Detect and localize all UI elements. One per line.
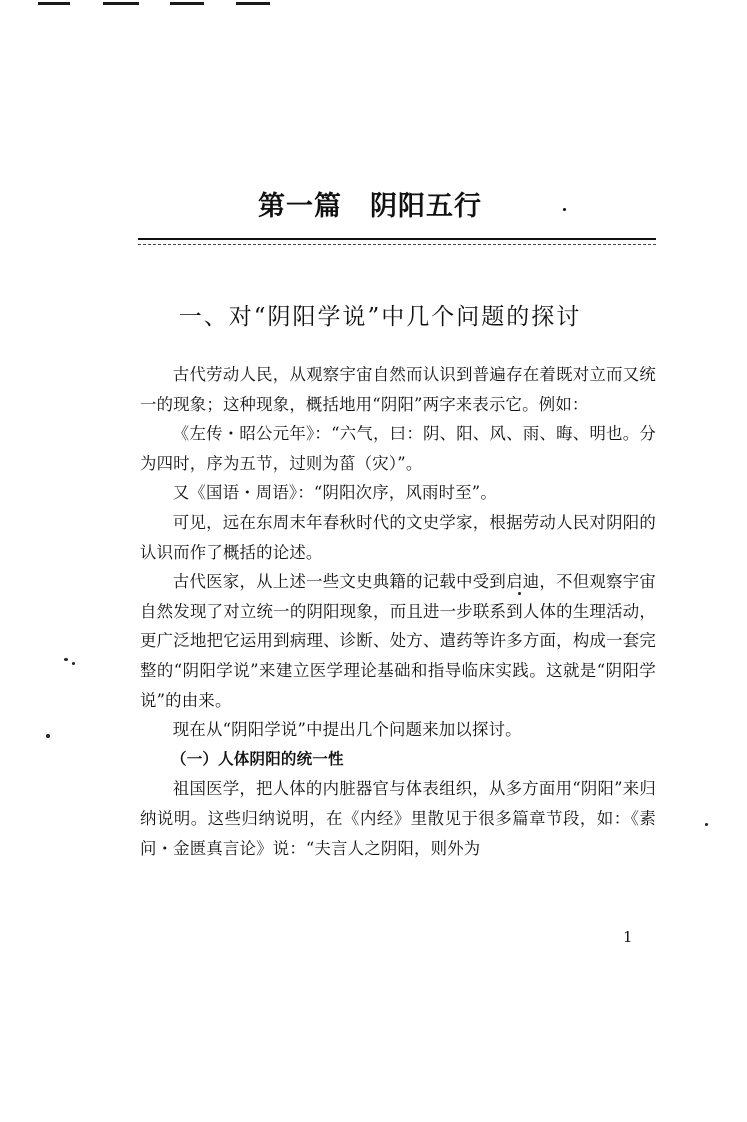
top-edge-mark bbox=[170, 2, 204, 5]
paragraph: 可见，远在东周末年春秋时代的文史学家，根据劳动人民对阴阳的认识而作了概括的论述。 bbox=[140, 512, 656, 562]
paragraph: 又《国语・周语》：“阴阳次序，风雨时至”。 bbox=[172, 483, 497, 503]
paragraph: 古代劳动人民，从观察宇宙自然而认识到普遍存在着既对立而又统一的现象；这种现象，概括地用“阴阳”两字来表示它。例如： bbox=[140, 365, 656, 414]
subheading: （一）人体阴阳的统一性 bbox=[171, 749, 344, 768]
paragraph: 《左传・昭公元年》：“六气，曰：阴、阳、风、雨、晦、明也。分为四时，序为五节，过则为菑（灾）”。 bbox=[140, 424, 656, 473]
scan-speck bbox=[72, 662, 75, 665]
title-dot bbox=[563, 208, 566, 211]
page-number: 1 bbox=[623, 928, 633, 946]
top-edge-mark bbox=[236, 2, 270, 5]
title-rule-thin bbox=[138, 244, 656, 245]
paragraph: 现在从“阴阳学说”中提出几个问题来加以探讨。 bbox=[172, 720, 522, 740]
scan-speck bbox=[64, 658, 68, 661]
paragraph: 古代医家，从上述一些文史典籍的记载中受到启迪，不但观察宇宙自然发现了对立统一的阴阳现象，而且进一步联系到人体的生理活动，更广泛地把它运用到病理、诊断、处方、遣药等许多方面，构成一套完整的“阴阳学说”来建立医学理论基础和指导临床实践。这就是“阴阳学说”的由来。 bbox=[140, 572, 656, 710]
scan-speck bbox=[705, 823, 708, 826]
scan-speck bbox=[518, 592, 521, 595]
top-edge-mark bbox=[38, 2, 70, 5]
body-text bbox=[140, 360, 656, 863]
scan-speck bbox=[46, 734, 50, 738]
top-edge-mark bbox=[103, 2, 139, 5]
section-title: 一、对“阴阳学说”中几个问题的探讨 bbox=[178, 304, 582, 330]
paragraph: 祖国医学，把人体的内脏器官与体表组织，从多方面用“阴阳”来归纳说明。这些归纳说明，在《内经》里散见于很多篇章节段，如：《素问・金匮真言论》说：“夫言人之阴阳，则外为 bbox=[140, 779, 656, 858]
part-title: 第一篇 阴阳五行 bbox=[258, 191, 482, 222]
title-rule-thick bbox=[138, 238, 656, 240]
